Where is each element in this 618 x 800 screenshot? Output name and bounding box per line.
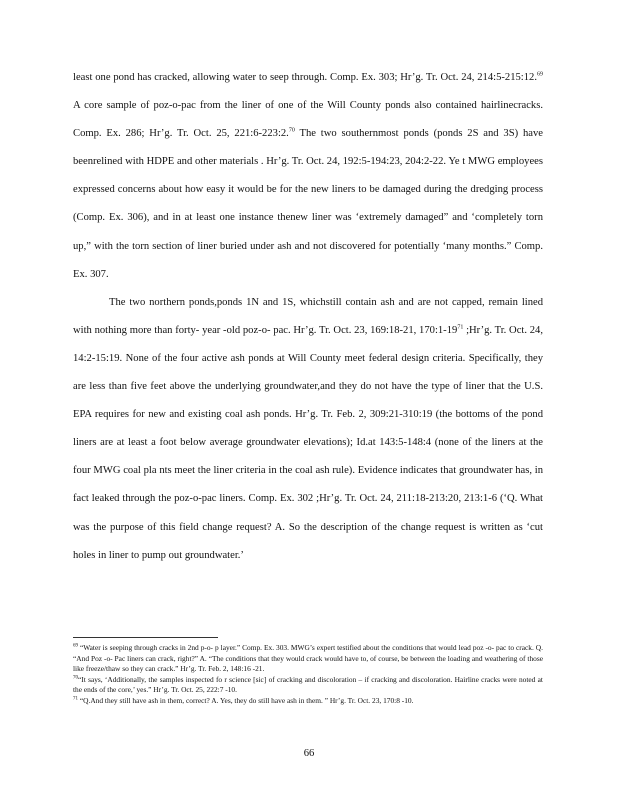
footnote-69-text: “Water is seeping through cracks in 2nd p-o- p layer.” Comp. Ex. 303. MWG’s expert testified about the conditions that would lead poz -o- pac to crack. Q. “And Poz -o- Pac liners can crack, right?” A. “The conditions that they would crack would have to, of course, be between the loading and weathering of those like freeze/thaw so they can crack.” Hr’g. Tr. Feb. 2, 148:16 -21. — [73, 643, 543, 674]
footnote-70 — [73, 675, 543, 696]
footnotes — [73, 643, 543, 707]
footnote-69-number: 69 — [73, 643, 78, 649]
footnote-71-number: 71 — [73, 696, 78, 702]
footnote-71 — [73, 696, 543, 707]
footnote-ref-71: 71 — [457, 324, 464, 331]
footnote-71-text: “Q.And they still have ash in them, correct? A. Yes, they do still have ash in them. ” Hr’g. Tr. Oct. 23, 170:8 -10. — [78, 695, 414, 705]
paragraph-2 — [73, 289, 543, 570]
paragraph-1 — [73, 64, 543, 289]
body-text — [73, 64, 543, 570]
paragraph-1-part-c: The two southernmost ponds (ponds 2S and 3S) have beenrelined with HDPE and other materials . Hr’g. Tr. Oct. 24, 192:5-194:23, 204:2-22. Ye t MWG employees expressed concerns about how easy it would be for the new liners to be damaged during the dredging process (Comp. Ex. 306), and in at least one instance thenew liner was ‘extremely damaged” and ‘completely torn up,” with the torn section of liner buried under ash and not discovered for potentially ‘many months.” Comp. Ex. 307. — [73, 128, 543, 280]
footnote-ref-70: 70 — [288, 127, 295, 134]
footnote-70-number: 70 — [73, 675, 78, 681]
paragraph-2-part-b: ;Hr’g. Tr. Oct. 24, 14:2-15:19. None of the four active ash ponds at Will County meet federal design criteria. Specifically, they are less than five feet above the underlying groundwater,and they do not have the type of liner that the U.S. EPA requires for new and existing coal ash ponds. Hr’g. Tr. Feb. 2, 309:21-310:19 (the bottoms of the pond liners are at least a foot below average groundwater elevations); Id.at 143:5-148:4 (none of the liners at the four MWG coal pla nts meet the liner criteria in the coal ash rule). Evidence indicates that groundwater has, in fact leaked through the poz-o-pac liners. Comp. Ex. 302 ;Hr’g. Tr. Oct. 24, 211:18-213:20, 213:1-6 (‘Q. What was the purpose of this field change request? A. So the description of the change request is written as ‘cut holes in liner to pump out groundwater.’ — [73, 324, 543, 561]
footnote-69 — [73, 643, 543, 675]
footnote-ref-69: 69 — [537, 71, 543, 78]
paragraph-1-part-a: least one pond has cracked, allowing water to seep through. Comp. Ex. 303; Hr’g. Tr. Oct. 24, 214:5-215:12. — [73, 72, 537, 83]
paragraph-2-part-a: The two northern ponds,ponds 1N and 1S, whichstill contain ash and are not capped, remain lined with nothing more than forty- year -old poz-o- pac. Hr’g. Tr. Oct. 23, 169:18-21, 170:1-19 — [73, 296, 543, 336]
footnote-70-text: “It says, ‘Additionally, the samples inspected fo r science [sic] of cracking and discoloration – if cracking and discoloration. Hairline cracks were noted at the ends of the core,’ yes.” Hr’g. Tr. Oct. 25, 222:7 -10. — [73, 674, 543, 695]
paragraph-1-part-b: A core sample of poz-o-pac from the liner of one of the Will County ponds also contained hairlinecracks. Comp. Ex. 286; Hr’g. Tr. Oct. 25, 221:6-223:2. — [73, 100, 543, 140]
page-number: 66 — [303, 748, 315, 759]
footnote-separator — [73, 637, 218, 638]
